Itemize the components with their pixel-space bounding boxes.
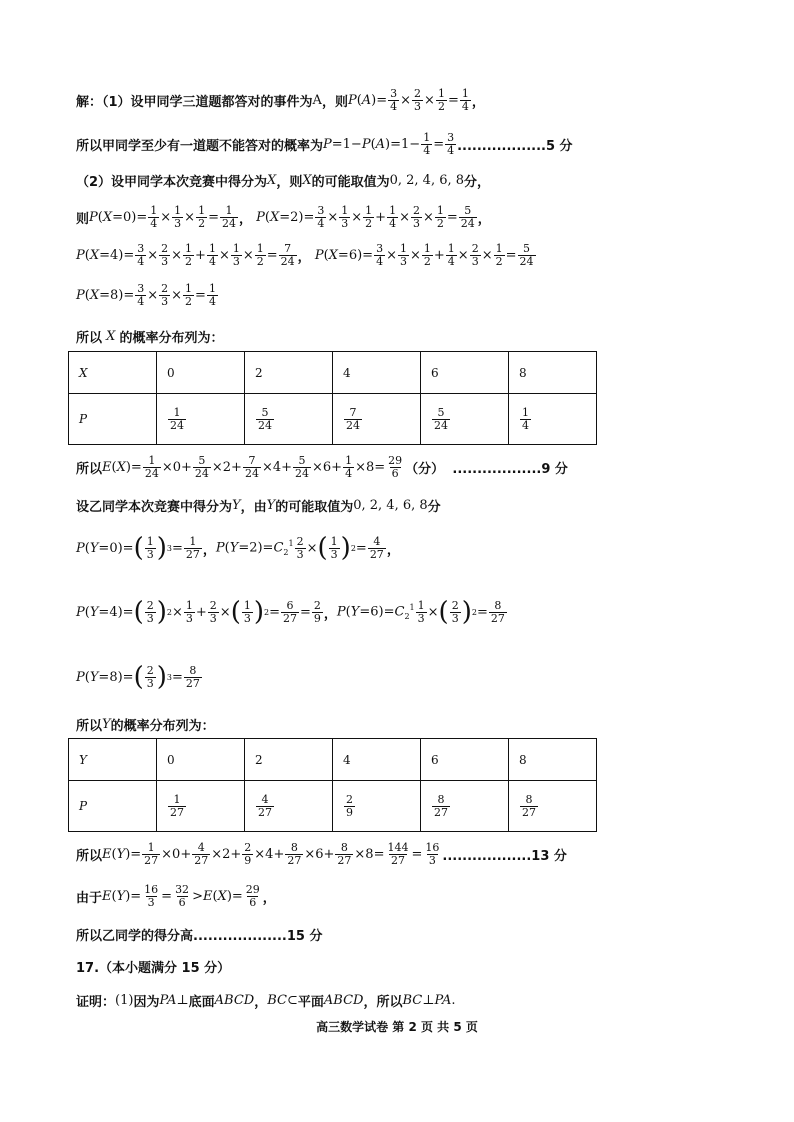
text: 因为 xyxy=(133,995,160,1010)
line-8: 所以 E(X)= $\frac{1}{24}$ ×0+ $\frac{5}{24}$ ×2+ $\frac{7}{24}$ ×4+ $\frac{5}{24}$ ×6+ $\frac{1}{4}$ ×8= $\frac{29}{6}$ （分） ..................9 分 xyxy=(76,454,568,480)
line-14: 所以 E(Y)= $\frac{1}{27}$ ×0+ $\frac{4}{27}$ ×2+ $\frac{2}{9}$ ×4+ $\frac{8}{27}$ ×6+ $\frac{8}{27}$ ×8= $\frac{144}{27}$ = $\frac{16}{3}$ ..................13 分 xyxy=(76,841,567,867)
table-cell: $\frac{1}{4}$ xyxy=(509,394,597,445)
table-cell: Y xyxy=(69,739,157,781)
text: （2）设甲同学本次竞赛中得分为 xyxy=(76,175,268,190)
text: 底面 xyxy=(188,995,215,1010)
line-6: P(X=8)= $\frac{3}{4}$ × $\frac{2}{3}$ × $\frac{1}{2}$ = $\frac{1}{4}$ xyxy=(76,282,216,308)
text: ，所以 xyxy=(363,995,403,1010)
table-cell: 6 xyxy=(421,352,509,394)
line-13: 所以 Y 的概率分布列为： xyxy=(76,717,215,734)
line-16 xyxy=(76,925,322,944)
text: ，则 xyxy=(276,175,303,190)
text: 则 xyxy=(76,212,90,227)
page-footer: 高三数学试卷 第 2 页 共 5 页 xyxy=(316,1020,478,1034)
text: 由于 xyxy=(76,891,103,906)
table-cell: X xyxy=(69,352,157,394)
distribution-table-y xyxy=(68,738,597,832)
table-cell: 4 xyxy=(333,352,421,394)
text: 所以 xyxy=(76,719,103,734)
line-15: 由于 E(Y)= $\frac{16}{3}$ = $\frac{32}{6}$ >E(X)= $\frac{29}{6}$ ， xyxy=(76,883,276,909)
table-cell: $\frac{5}{24}$ xyxy=(421,394,509,445)
text: 分 xyxy=(427,500,441,515)
table-cell: $\frac{5}{24}$ xyxy=(245,394,333,445)
values: 0, 2, 4, 6, 8 xyxy=(389,173,465,188)
text: 所以甲同学至少有一道题不能答对的概率为 xyxy=(76,139,324,154)
text: 所以 xyxy=(76,849,103,864)
table-cell: P xyxy=(69,781,157,832)
line-9: 设乙同学本次竞赛中得分为 Y ，由 Y 的可能取值为 0, 2, 4, 6, 8 分 xyxy=(76,498,441,515)
table-cell: $\frac{2}{9}$ xyxy=(333,781,421,832)
line-1: 解：（1）设甲同学三道题都答对的事件为 A ，则 P(A)= $\frac{3}{4}$ × $\frac{2}{3}$ × $\frac{1}{2}$ = $\frac{1}{4}$ ， xyxy=(76,87,485,113)
table-cell: 4 xyxy=(333,739,421,781)
line-4: 则 P(X=0)= $\frac{1}{4}$ × $\frac{1}{3}$ × $\frac{1}{2}$ = $\frac{1}{24}$ ， P(X=2)= $\frac{3}{4}$ × $\frac{1}{3}$ × $\frac{1}{2}$ + $\frac{1}{4}$ × $\frac{2}{3}$ × $\frac{1}{2}$ = $\frac{5}{24}$ ， xyxy=(76,204,491,230)
line-12: P(Y=8)= ( $\frac{2}{3}$ ) 3 = $\frac{8}{27}$ xyxy=(76,662,200,692)
table-cell: 0 xyxy=(157,739,245,781)
text: 所以 xyxy=(76,331,103,346)
line-10: P(Y=0)= ( $\frac{1}{3}$ ) 3 = $\frac{1}{27}$ ， $P(Y=2)=C_2^1$ $\frac{2}{3}$ × ( $\frac{1}{3}$ ) 2 = $\frac{4}{27}$ ， xyxy=(76,533,400,563)
text: 平面 xyxy=(297,995,324,1010)
distribution-table-x xyxy=(68,351,597,445)
table-cell: P xyxy=(69,394,157,445)
table-cell: 2 xyxy=(245,352,333,394)
line-5: P(X=4)= $\frac{3}{4}$ × $\frac{2}{3}$ × $\frac{1}{2}$ + $\frac{1}{4}$ × $\frac{1}{3}$ × $\frac{1}{2}$ = $\frac{7}{24}$ ， P(X=6)= $\frac{3}{4}$ × $\frac{1}{3}$ × $\frac{1}{2}$ + $\frac{1}{4}$ × $\frac{2}{3}$ × $\frac{1}{2}$ = $\frac{5}{24}$ xyxy=(76,242,534,268)
text: ，则 xyxy=(321,95,348,110)
score: ..................13 分 xyxy=(442,849,567,864)
table-cell: $\frac{4}{27}$ xyxy=(245,781,333,832)
text: 的可能取值为 xyxy=(275,500,354,515)
line-11: P(Y=4)= ( $\frac{2}{3}$ ) 2 × $\frac{1}{3}$ + $\frac{2}{3}$ × ( $\frac{1}{3}$ ) 2 = $\frac{6}{27}$ = $\frac{2}{9}$ ， $P(Y=6)=C_2^1$ $\frac{1}{3}$ × ( $\frac{2}{3}$ ) 2 = $\frac{8}{27}$ xyxy=(76,597,505,627)
values: 0, 2, 4, 6, 8 xyxy=(353,498,428,513)
text: 分， xyxy=(464,175,491,190)
table-cell: 0 xyxy=(157,352,245,394)
line-7: 所以 X 的概率分布列为： xyxy=(76,329,224,346)
text: 所以乙同学的得分高...................15 分 xyxy=(76,929,323,944)
text: （分） xyxy=(405,462,445,477)
line-3: （2）设甲同学本次竞赛中得分为 X ，则 X 的可能取值为 0, 2, 4, 6, 8 分， xyxy=(76,173,491,190)
text: 所以 xyxy=(76,462,103,477)
score: ..................5 分 xyxy=(457,139,573,154)
table-cell: 8 xyxy=(509,352,597,394)
text: 的概率分布列为： xyxy=(119,331,224,346)
line-2: 所以甲同学至少有一道题不能答对的概率为 P=1−P(A)=1− $\frac{1}{4}$ = $\frac{3}{4}$ ..................5 分 xyxy=(76,131,573,157)
table-cell: 2 xyxy=(245,739,333,781)
table-cell: 8 xyxy=(509,739,597,781)
table-cell: $\frac{1}{27}$ xyxy=(157,781,245,832)
score: ..................9 分 xyxy=(452,462,568,477)
table-cell: $\frac{8}{27}$ xyxy=(421,781,509,832)
text: 设乙同学本次竞赛中得分为 xyxy=(76,500,233,515)
text: 的可能取值为 xyxy=(311,175,390,190)
text: ，由 xyxy=(240,500,267,515)
text: 解：（1）设甲同学三道题都答对的事件为 xyxy=(76,95,313,110)
table-cell: $\frac{7}{24}$ xyxy=(333,394,421,445)
text: 的概率分布列为： xyxy=(110,719,215,734)
table-cell: 6 xyxy=(421,739,509,781)
table-cell: $\frac{1}{24}$ xyxy=(157,394,245,445)
line-17 xyxy=(76,957,230,976)
text: 证明： xyxy=(76,995,116,1010)
question-heading: 17.（本小题满分 15 分） xyxy=(76,961,231,976)
table-cell: $\frac{8}{27}$ xyxy=(509,781,597,832)
line-18: 证明： (1) 因为 PA ⊥ 底面 ABCD ， BC ⊂ 平面 ABCD ，所以 BC ⊥ PA . xyxy=(76,993,456,1010)
